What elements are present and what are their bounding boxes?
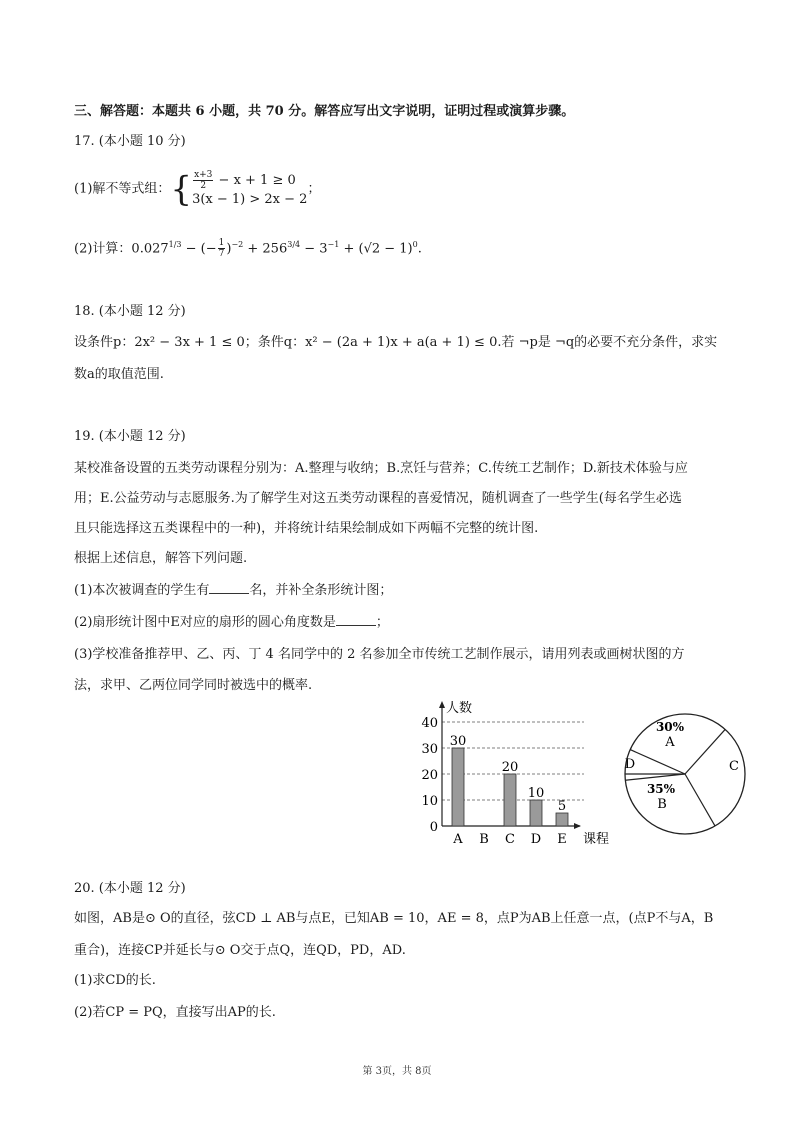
expr-c: ) bbox=[226, 241, 232, 257]
pie-percent-label: 35% bbox=[646, 782, 676, 796]
q20-title: 20. (本小题 12 分) bbox=[74, 881, 186, 896]
exp-a: 1/3 bbox=[168, 240, 182, 249]
x-axis-title: 课程 bbox=[583, 832, 610, 847]
y-tick-label: 40 bbox=[421, 716, 438, 731]
pie-slice-label: C bbox=[729, 759, 739, 774]
q19-part2-b: ； bbox=[375, 615, 389, 630]
q19-part3-line1: (3)学校准备推荐甲、乙、丙、丁 4 名同学中的 2 名参加全市传统工艺制作展示，请用列表或画树状图的方 bbox=[74, 647, 685, 662]
expr-d: + 256 bbox=[243, 241, 288, 257]
q17-part1-end: ； bbox=[307, 181, 321, 197]
q20-line1: 如图，AB是⊙ O的直径，弦CD ⊥ AB与点E，已知AB = 10，AE = 8，点P为AB上任意一点，(点P不与A，B bbox=[74, 911, 714, 926]
q18-line2: 数a的取值范围. bbox=[74, 367, 164, 382]
q17-part2 bbox=[74, 236, 422, 259]
inequality-2: 3(x − 1) > 2x − 2 bbox=[192, 192, 308, 207]
fraction-denominator: 7 bbox=[218, 249, 225, 260]
pie-percent-label: 30% bbox=[655, 720, 685, 734]
bar bbox=[452, 748, 464, 826]
q19-part3-line2: 法，求甲、乙两位同学同时被选中的概率. bbox=[74, 678, 313, 693]
section-heading: 三、解答题：本题共 6 小题，共 70 分。解答应写出文字说明，证明过程或演算步骤。 bbox=[74, 104, 575, 119]
pie-chart bbox=[615, 712, 755, 837]
q19-part2-a: (2)扇形统计图中E对应的扇形的圆心角度数是 bbox=[74, 615, 336, 630]
q17-part1 bbox=[74, 170, 320, 214]
x-axis-arrow bbox=[574, 823, 581, 829]
q19-part1 bbox=[74, 581, 392, 600]
answer-blank bbox=[209, 581, 249, 594]
exp-d: 3/4 bbox=[287, 240, 301, 249]
x-tick-label: C bbox=[505, 832, 515, 847]
q18-title: 18. (本小题 12 分) bbox=[74, 304, 186, 319]
q17-part2-label: (2)计算： bbox=[74, 241, 132, 257]
pie-slice-label: A bbox=[665, 735, 675, 750]
y-tick-label: 0 bbox=[429, 820, 438, 835]
q17-part1-label: (1)解不等式组： bbox=[74, 181, 171, 197]
y-axis-title: 人数 bbox=[446, 701, 473, 716]
y-tick-label: 10 bbox=[421, 794, 438, 809]
fraction bbox=[193, 170, 213, 191]
bar bbox=[504, 774, 516, 826]
x-tick-label: A bbox=[453, 832, 463, 847]
inequality-1-rest: − x + 1 ≥ 0 bbox=[218, 173, 296, 188]
fraction-numerator: x+3 bbox=[194, 170, 213, 180]
expr-a: 0.027 bbox=[131, 241, 169, 257]
bar-value-label: 5 bbox=[557, 799, 567, 814]
expr-end: . bbox=[417, 241, 422, 257]
exp-e: −1 bbox=[327, 240, 340, 249]
q19-part1-a: (1)本次被调查的学生有 bbox=[74, 583, 210, 598]
q18-line1: 设条件p：2x² − 3x + 1 ≤ 0；条件q：x² − (2a + 1)x + a(a + 1) ≤ 0.若 ¬p是 ¬q的必要不充分条件，求实 bbox=[74, 335, 718, 350]
x-tick-label: D bbox=[530, 832, 542, 847]
bar-value-label: 30 bbox=[449, 734, 467, 749]
expr-b: − (− bbox=[181, 241, 217, 257]
fraction-numerator: 1 bbox=[218, 238, 225, 249]
q19-line2: 用；E.公益劳动与志愿服务.为了解学生对这五类劳动课程的喜爱情况，随机调查了一些学生(每名学生必选 bbox=[74, 491, 682, 506]
page-footer: 第 3页，共 8页 bbox=[362, 1066, 432, 1077]
y-axis-arrow bbox=[439, 701, 445, 708]
fraction-denominator: 2 bbox=[200, 181, 207, 191]
bar-value-label: 10 bbox=[527, 786, 545, 801]
q20-line2: 重合)，连接CP并延长与⊙ O交于点Q，连QD，PD，AD. bbox=[74, 943, 406, 958]
y-tick-label: 20 bbox=[421, 768, 438, 783]
bar bbox=[556, 813, 568, 826]
q19-line1: 某校准备设置的五类劳动课程分别为：A.整理与收纳；B.烹饪与营养；C.传统工艺制作；D.新技术体验与应 bbox=[74, 461, 688, 476]
answer-blank bbox=[336, 613, 376, 626]
q20-part1: (1)求CD的长. bbox=[74, 973, 156, 988]
q19-title: 19. (本小题 12 分) bbox=[74, 429, 186, 444]
system-brace: { bbox=[170, 169, 193, 210]
inequality-1 bbox=[192, 170, 307, 191]
x-tick-label: E bbox=[557, 832, 567, 847]
expr-f: + (√2 − 1) bbox=[339, 241, 413, 257]
pie-slice-label: D bbox=[624, 757, 636, 772]
fraction bbox=[218, 238, 226, 259]
exp-f: 0 bbox=[412, 240, 418, 249]
q19-part1-b: 名，并补全条形统计图； bbox=[249, 583, 393, 598]
bar-chart bbox=[410, 696, 635, 848]
q19-line4: 根据上述信息，解答下列问题. bbox=[74, 551, 248, 566]
pie-slice-label: B bbox=[657, 797, 667, 812]
inequality-system bbox=[192, 170, 307, 209]
bar bbox=[530, 800, 542, 826]
q19-part2 bbox=[74, 613, 389, 632]
expr-e: − 3 bbox=[300, 241, 328, 257]
x-tick-label: B bbox=[479, 832, 489, 847]
bar-value-label: 20 bbox=[501, 760, 519, 775]
y-tick-label: 30 bbox=[421, 742, 438, 757]
q20-part2: (2)若CP = PQ，直接写出AP的长. bbox=[74, 1005, 276, 1020]
exp-c: −2 bbox=[231, 240, 244, 249]
q19-line3: 且只能选择这五类课程中的一种)，并将统计结果绘制成如下两幅不完整的统计图. bbox=[74, 521, 539, 536]
q17-title: 17. (本小题 10 分) bbox=[74, 134, 186, 149]
